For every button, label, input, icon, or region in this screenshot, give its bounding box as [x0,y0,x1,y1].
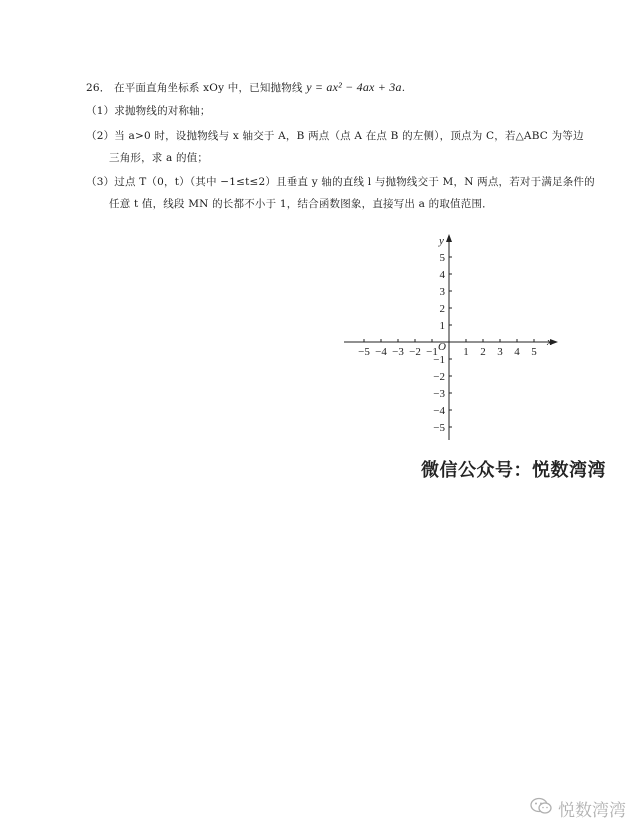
formula-end: . [401,82,406,94]
parabola-formula: y = ax² − 4ax + 3a [306,80,402,94]
x-axis-label: x [547,336,552,348]
x-tick-label: −4 [375,346,387,358]
origin-label: O [438,341,446,353]
y-tick-label: −1 [433,354,445,366]
y-tick-label: 4 [439,269,445,281]
x-tick-label: 4 [514,346,520,358]
part-3-line-1: （3）过点 T（0，t）（其中 −1≤t≤2）且垂直 y 轴的直线 l 与抛物线交于 M，N 两点，若对于满足条件的 [86,176,595,188]
part-2-line-1: （2）当 a>0 时，设抛物线与 x 轴交于 A，B 两点（点 A 在点 B 的左侧），顶点为 C，若△ABC 为等边 [86,130,584,142]
problem-line-1 [86,80,405,95]
y-tick-label: 5 [439,252,445,264]
part-3-line-2: 任意 t 值，线段 MN 的长都不小于 1，结合函数图象，直接写出 a 的取值范围． [109,198,493,210]
x-tick-label: −1 [426,346,438,358]
x-tick-label: 2 [480,346,486,358]
coordinate-plane-svg [338,232,568,446]
x-tick-label: 1 [463,346,469,358]
y-tick-label: −4 [433,405,445,417]
y-tick-label: 2 [439,303,445,315]
y-axis-arrow [446,234,452,242]
watermark-text: 微信公众号：悦数湾湾 [421,460,606,481]
footer-brand-name: 悦数湾湾 [558,801,626,821]
x-tick-label: 3 [497,346,503,358]
x-tick-label: 5 [531,346,537,358]
problem-number: 26． [86,82,111,94]
footer-brand [530,796,626,821]
x-tick-label: −3 [392,346,404,358]
x-tick-label: −5 [358,346,370,358]
wechat-icon [530,797,552,820]
x-tick-label: −2 [409,346,421,358]
part-2-line-2: 三角形，求 a 的值； [109,152,209,164]
y-tick-label: 3 [439,286,445,298]
y-tick-label: −5 [433,422,445,434]
y-tick-label: −2 [433,371,445,383]
problem-stem: 在平面直角坐标系 xOy 中，已知抛物线 [114,82,303,94]
part-1-text: （1）求抛物线的对称轴； [86,105,211,117]
coordinate-plane [338,232,568,446]
y-tick-label: −3 [433,388,445,400]
y-axis-label: y [439,235,444,247]
y-tick-label: 1 [439,320,445,332]
